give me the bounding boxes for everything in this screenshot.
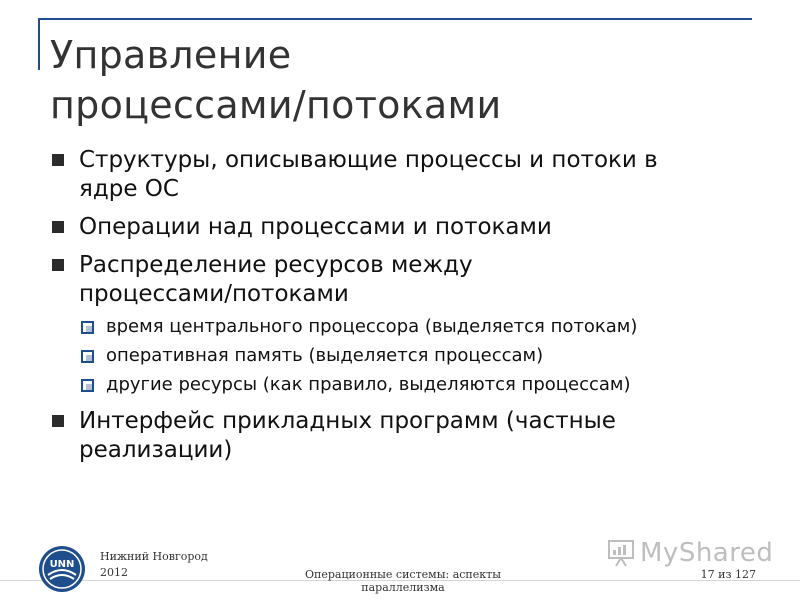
square-bullet-icon — [52, 415, 64, 427]
bullet-text-line: ядре ОС — [79, 176, 179, 202]
watermark-text: MyShared — [640, 538, 774, 568]
footer-course-title: Операционные системы: аспекты параллелизма — [305, 568, 501, 594]
footer-city-block — [100, 549, 208, 581]
presentation-icon — [606, 538, 636, 568]
bullet-item — [50, 407, 770, 465]
slide-title-line2: процессами/потоками — [50, 83, 502, 127]
bullet-item — [50, 251, 770, 309]
sub-bullet-item — [50, 341, 770, 370]
checkbox-bullet-icon — [81, 379, 94, 392]
square-bullet-icon — [52, 154, 64, 166]
watermark — [606, 536, 773, 570]
bullet-text-line: реализации) — [79, 437, 233, 463]
bullet-item — [50, 146, 770, 204]
frame-top-rule — [38, 18, 752, 20]
bullet-text-line: Распределение ресурсов между — [79, 252, 473, 278]
frame-left-rule — [38, 18, 40, 70]
bullet-text-line: Структуры, описывающие процессы и потоки в — [79, 147, 658, 173]
sub-bullet-text: другие ресурсы (как правило, выделяются процессам) — [106, 374, 631, 395]
checkbox-bullet-icon — [81, 321, 94, 334]
sub-bullet-item — [50, 370, 770, 399]
sub-bullet-text: время центрального процессора (выделяется потокам) — [106, 316, 638, 337]
checkbox-bullet-icon — [81, 350, 94, 363]
footer-year: 2012 — [100, 566, 128, 579]
sub-bullet-text: оперативная память (выделяется процессам) — [106, 345, 544, 366]
square-bullet-icon — [52, 221, 64, 233]
bullet-text-line: Операции над процессами и потоками — [79, 214, 552, 240]
bullet-text-line: процессами/потоками — [79, 281, 349, 307]
page-number: 17 из 127 — [700, 568, 756, 581]
sub-bullet-list — [50, 312, 770, 399]
logo-text: UNN — [49, 559, 75, 570]
slide-title — [50, 30, 750, 130]
sub-bullet-item — [50, 312, 770, 341]
footer-city: Нижний Новгород — [100, 550, 208, 563]
bullet-list — [50, 146, 770, 474]
university-logo-icon — [38, 545, 86, 593]
bullet-item — [50, 213, 770, 242]
square-bullet-icon — [52, 259, 64, 271]
bullet-text-line: Интерфейс прикладных программ (частные — [79, 408, 616, 434]
slide-title-line1: Управление — [50, 33, 292, 77]
